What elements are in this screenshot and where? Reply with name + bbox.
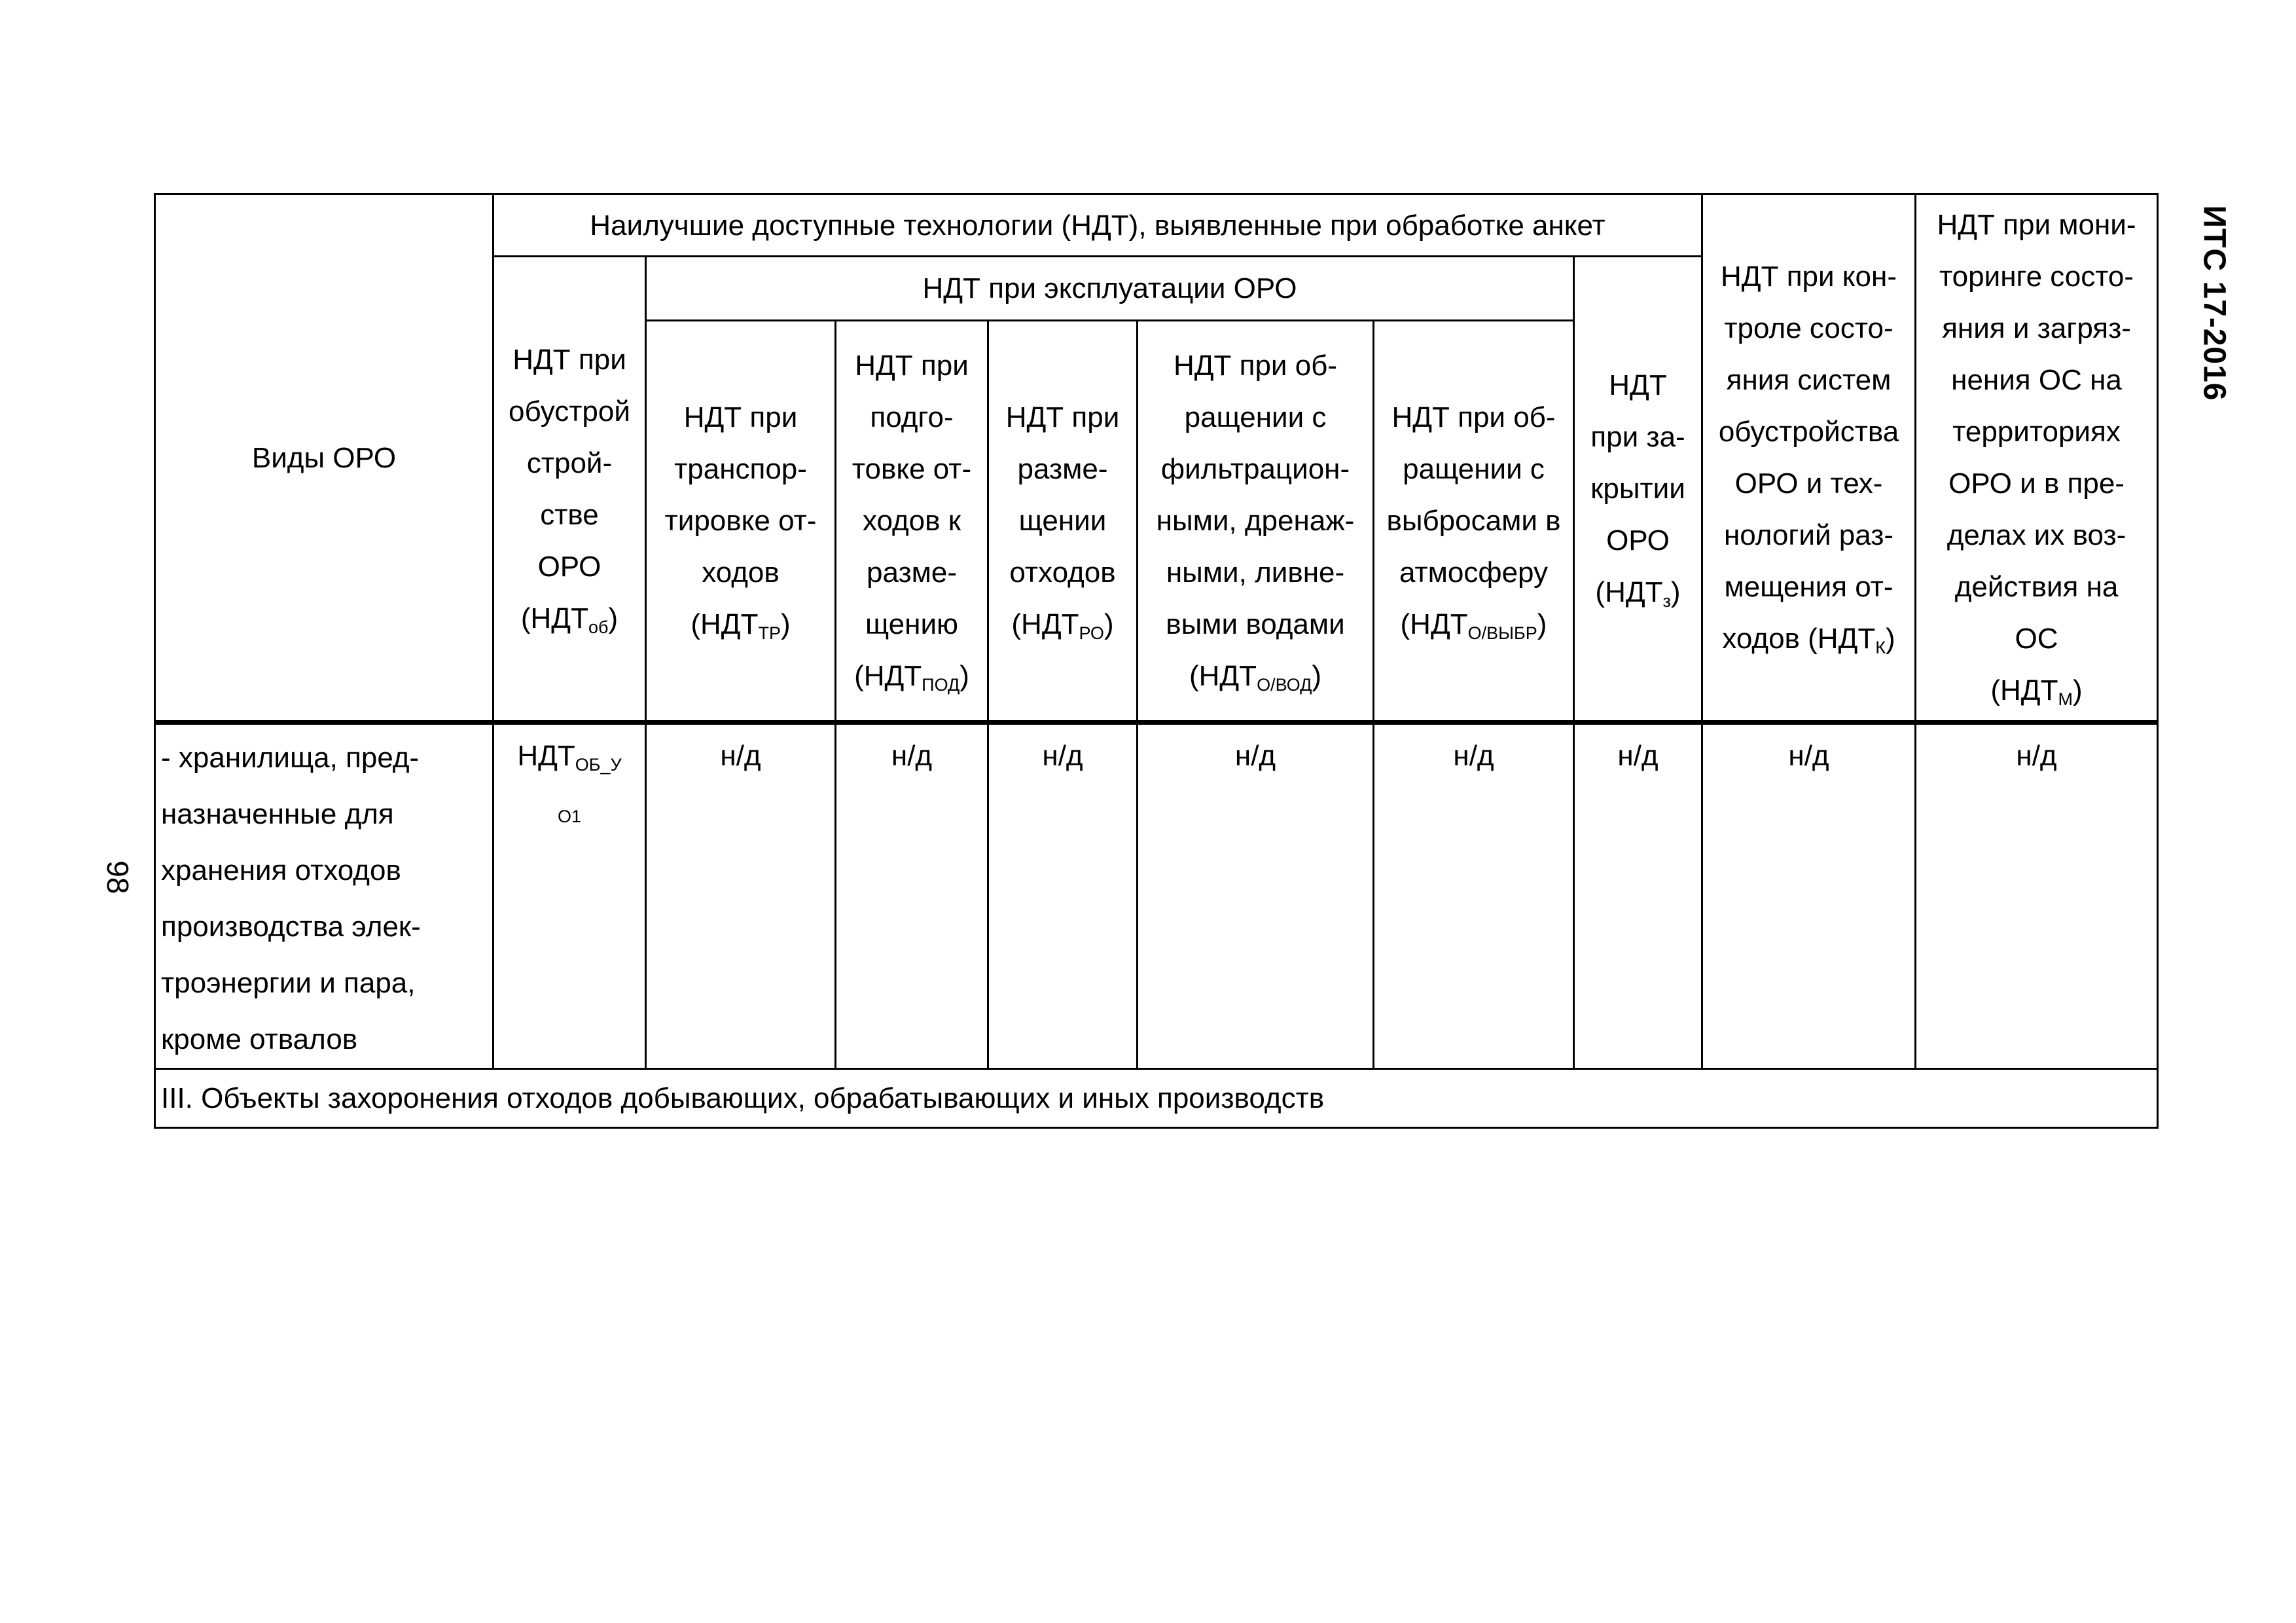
row-name: - хранилища, пред- назначенные для хранения отходов производства элек- троэнергии и пара, кроме отвалов xyxy=(155,723,493,1069)
header-ndt-ro: НДТ при разме- щении отходов $(НДТ_{РО})$ xyxy=(988,321,1138,723)
header-ndt-vod: НДТ при об- ращении с фильтрацион- ными, дренаж- ными, ливне- выми водами $(НДТ_{О/ВОД})$ xyxy=(1138,321,1374,723)
header-ndt-k: НДТ при кон- троле состо- яния систем обустройства ОРО и тех- нологий раз- мещения от- ходов $(НДТ_К)$ xyxy=(1702,194,1916,723)
header-vidy-oro: Виды ОРО xyxy=(155,194,493,723)
header-ndt-z: НДТ при за- крытии ОРО $(НДТ_з)$ xyxy=(1574,257,1702,723)
cell-m: н/д xyxy=(1916,723,2158,1069)
cell-vod: н/д xyxy=(1138,723,1374,1069)
document-code-header xyxy=(2185,192,2244,414)
cell-ro: н/д xyxy=(988,723,1138,1069)
header-ndt-group: Наилучшие доступные технологии (НДТ), выявленные при обработке анкет xyxy=(493,194,1702,257)
cell-tr: н/д xyxy=(646,723,836,1069)
header-row-1 xyxy=(155,194,2158,257)
cell-k: н/д xyxy=(1702,723,1916,1069)
cell-ob: $НДТ_{ОБ\_У}$ $_{О1}$ xyxy=(493,723,646,1069)
cell-vybr: н/д xyxy=(1374,723,1574,1069)
header-ndt-pod: НДТ при подго- товке от- ходов к разме- щению $(НДТ_{ПОД})$ xyxy=(836,321,988,723)
header-ndt-ob: НДТ при обустрой строй- стве ОРО $(НДТ_{об})$ xyxy=(493,257,646,723)
page-number: 98 xyxy=(101,860,135,894)
document-code: ИТС 17-2016 xyxy=(2197,205,2232,401)
section-title: III. Объекты захоронения отходов добывающих, обрабатывающих и иных производств xyxy=(155,1069,2158,1128)
ndt-table xyxy=(154,193,2159,1129)
cell-pod: н/д xyxy=(836,723,988,1069)
cell-z: н/д xyxy=(1574,723,1702,1069)
header-ndt-vybr: НДТ при об- ращении с выбросами в атмосферу $(НДТ_{О/ВЫБР})$ xyxy=(1374,321,1574,723)
section-row xyxy=(155,1069,2158,1128)
header-ndt-tr: НДТ при транспор- тировке от- ходов $(НДТ_{ТР})$ xyxy=(646,321,836,723)
header-exploitation-group: НДТ при эксплуатации ОРО xyxy=(646,257,1574,321)
page-number-container xyxy=(92,845,144,910)
table-row xyxy=(155,723,2158,1069)
header-ndt-m: НДТ при мони- торинге состо- яния и загряз- нения ОС на территориях ОРО и в пре- делах их воз- действия на ОС $(НДТ_М)$ xyxy=(1916,194,2158,723)
